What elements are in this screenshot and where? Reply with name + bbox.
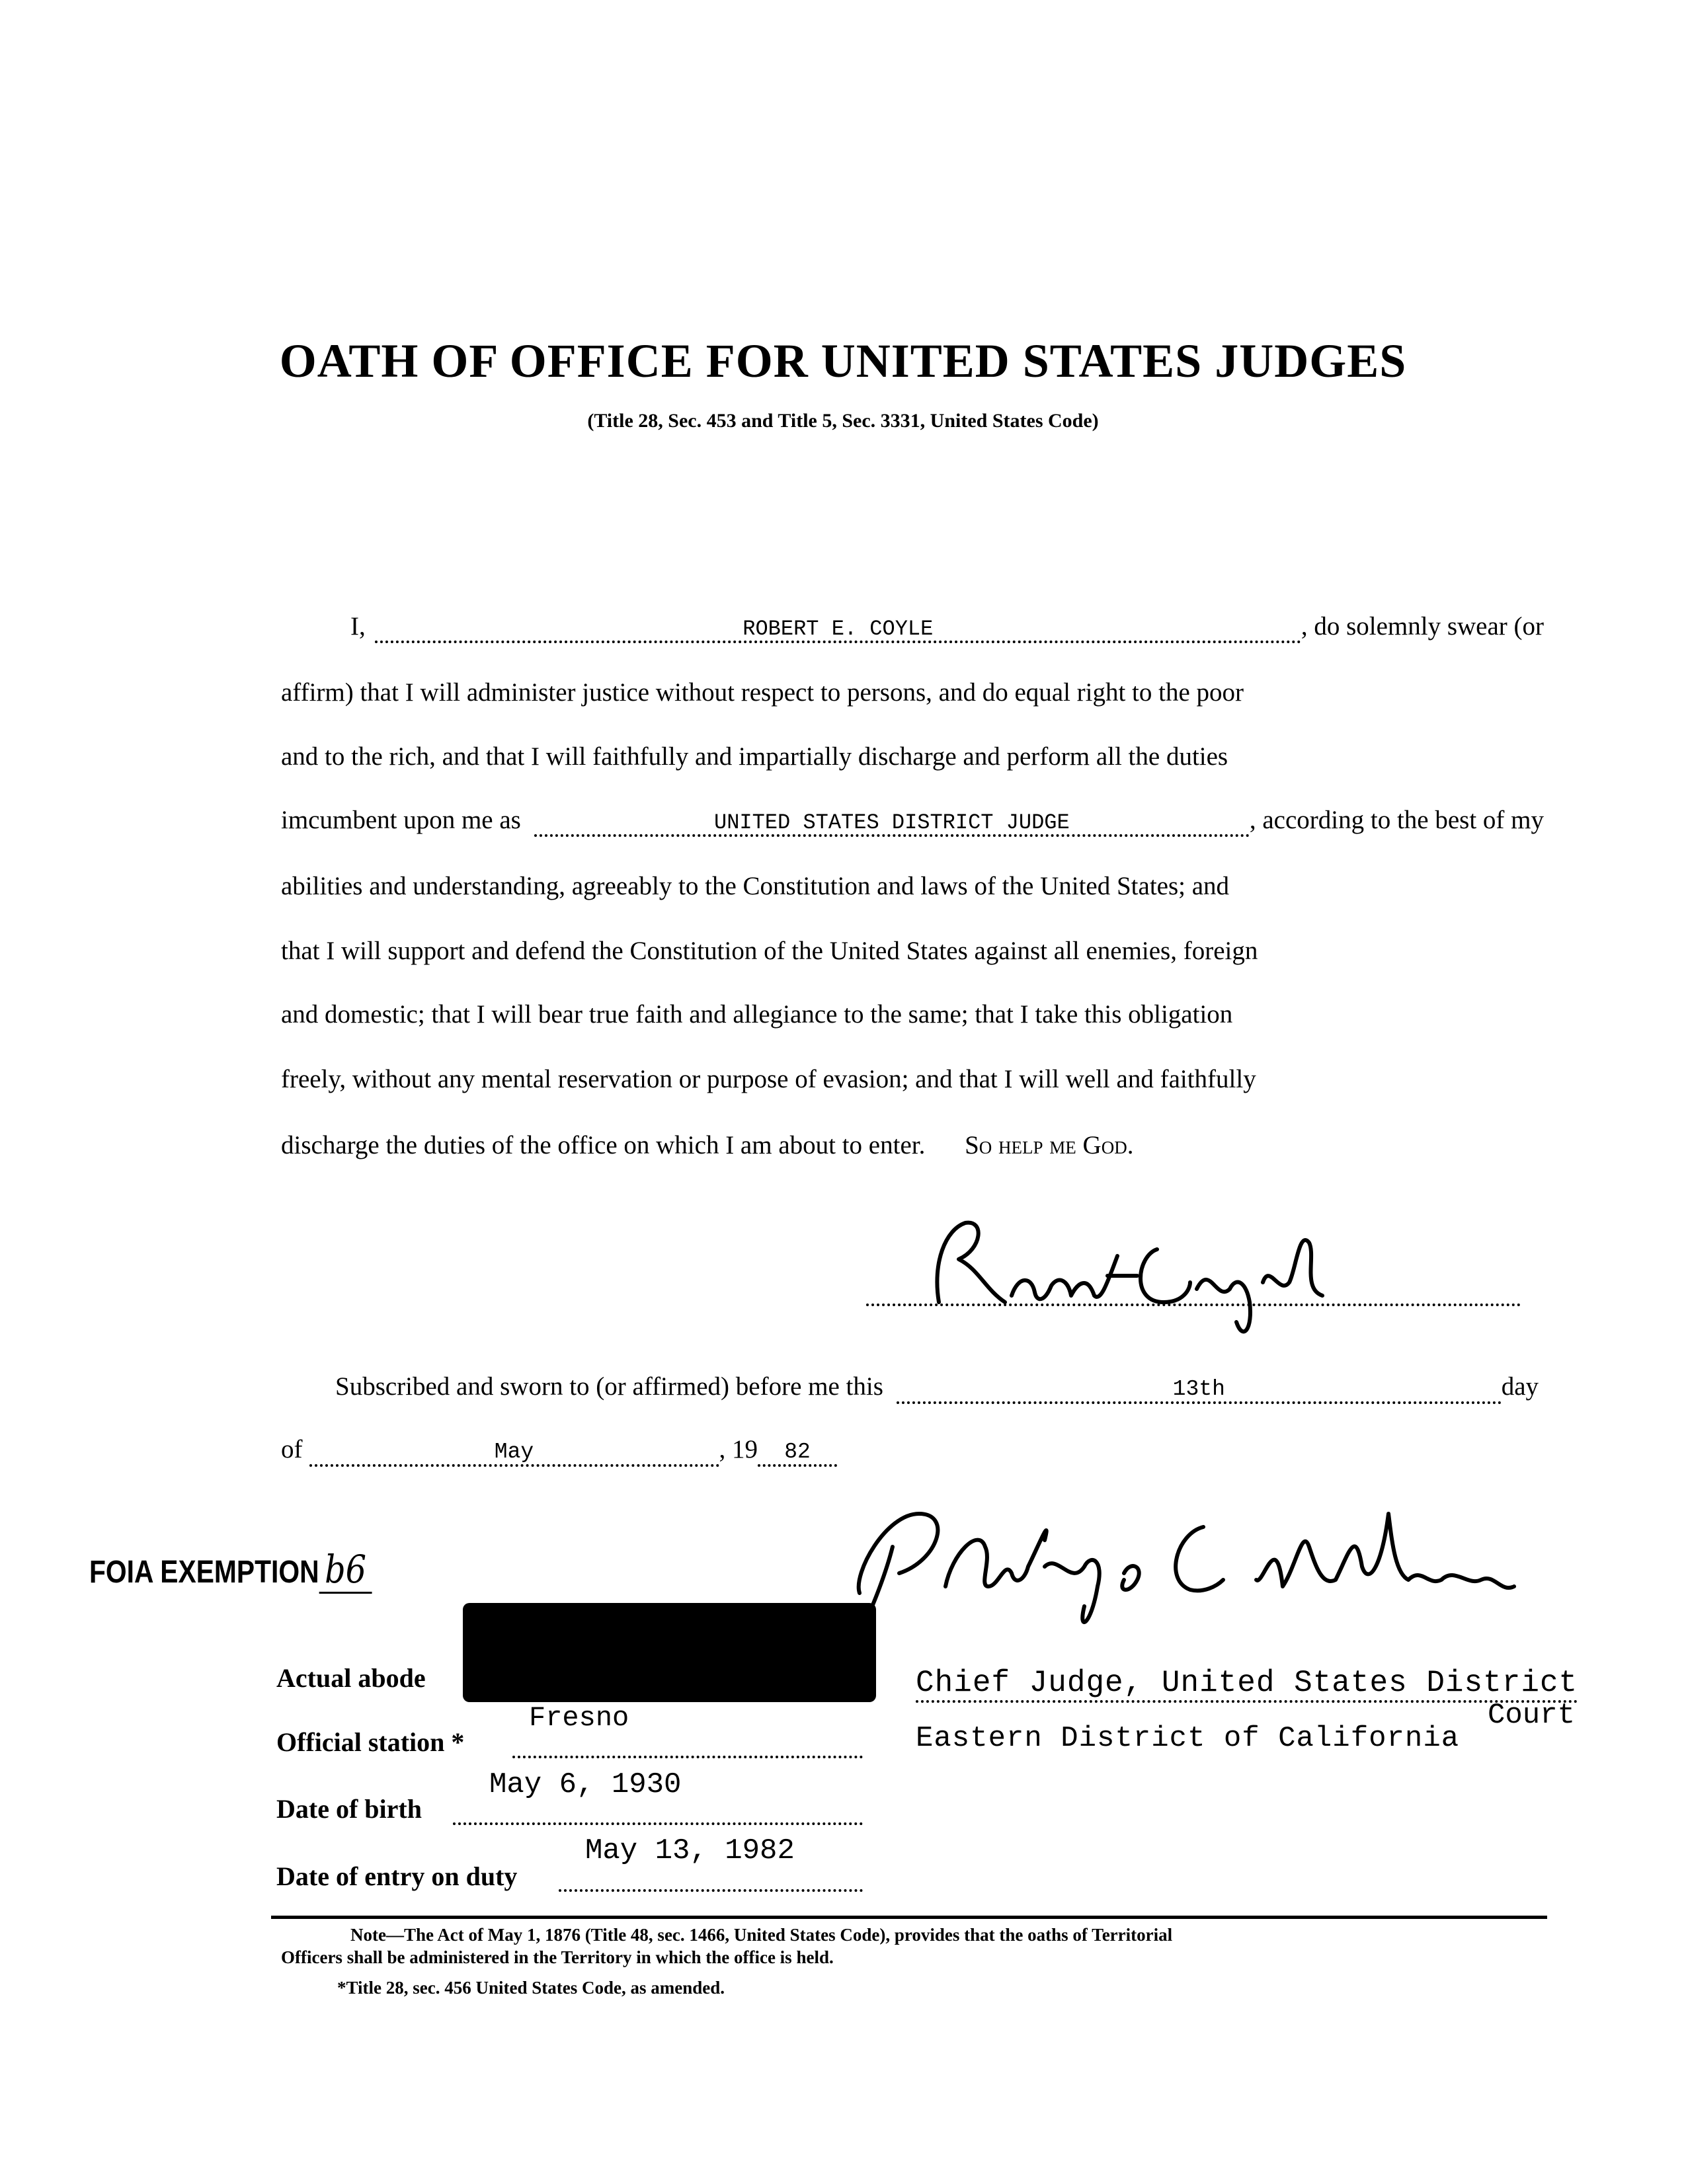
oath-line-4-start: imcumbent upon me as (281, 806, 521, 834)
subscribed-line (335, 1372, 1539, 1404)
oath-intro: I, (350, 612, 366, 641)
of-label: of (281, 1435, 303, 1463)
oath-line-7: and domestic; that I will bear true faith and allegiance to the same; that I take this obligation (281, 1000, 1233, 1029)
officer-title-line-1: Chief Judge, United States District (916, 1666, 1578, 1700)
entry-label: Date of entry on duty (276, 1861, 518, 1891)
oath-line-6: that I will support and defend the Constitution of the United States against all enemies, foreign (281, 937, 1258, 965)
affiant-name-field: ROBERT E. COYLE (375, 618, 1301, 643)
footer-rule (271, 1916, 1547, 1919)
abode-label: Actual abode (276, 1663, 426, 1693)
oath-line-3: and to the rich, and that I will faithfully and impartially discharge and perform all the duties (281, 742, 1228, 771)
foia-stamp (89, 1547, 372, 1594)
day-field: 13th (897, 1378, 1502, 1404)
oath-line-5: abilities and understanding, agreeably to the Constitution and laws of the United States; and (281, 872, 1230, 900)
dob-field-line (453, 1822, 863, 1825)
oath-line-8: freely, without any mental reservation or purpose of evasion; and that I will well and faithfully (281, 1065, 1256, 1093)
foia-code: b6 (319, 1547, 372, 1594)
entry-value: May 13, 1982 (585, 1834, 795, 1867)
footnote: *Title 28, sec. 456 United States Code, as amended. (337, 1978, 725, 1998)
officer-title-line-2: Court (1488, 1699, 1576, 1732)
year-prefix: , 19 (719, 1435, 758, 1463)
affiant-signature (919, 1203, 1382, 1348)
foia-label: FOIA EXEMPTION (89, 1555, 319, 1590)
station-value: Fresno (529, 1702, 629, 1734)
dob-label: Date of birth (276, 1794, 422, 1824)
redaction-block (463, 1603, 876, 1702)
administering-officer-signature (846, 1487, 1547, 1639)
note-line-2: Officers shall be administered in the Territory in which the office is held. (281, 1947, 834, 1967)
entry-field-line (559, 1889, 863, 1892)
oath-closing: So help me God. (965, 1131, 1134, 1159)
note-line-1: Note—The Act of May 1, 1876 (Title 48, sec. 1466, United States Code), provides that the oaths of Territorial (350, 1925, 1173, 1945)
station-field-line (512, 1756, 863, 1758)
form-title: OATH OF OFFICE FOR UNITED STATES JUDGES (279, 334, 1407, 387)
oath-line-1 (350, 611, 1544, 643)
subscribed-text: Subscribed and sworn to (or affirmed) before me this (335, 1372, 883, 1401)
oath-line-4 (281, 805, 1544, 837)
year-field: 82 (758, 1441, 837, 1467)
station-label: Official station * (276, 1727, 465, 1757)
dob-value: May 6, 1930 (489, 1768, 682, 1801)
oath-line-9 (281, 1130, 1544, 1160)
position-field: UNITED STATES DISTRICT JUDGE (534, 812, 1250, 837)
oath-line-4-end: , according to the best of my (1249, 806, 1544, 834)
oath-line-1-end: , do solemnly swear (or (1301, 612, 1544, 641)
oath-line-9-text: discharge the duties of the office on which I am about to enter. (281, 1131, 926, 1159)
oath-line-2: affirm) that I will administer justice without respect to persons, and do equal right to the poor (281, 678, 1244, 707)
month-field: May (309, 1441, 719, 1467)
month-year-line (281, 1434, 916, 1467)
form-citation: (Title 28, Sec. 453 and Title 5, Sec. 3331, United States Code) (587, 410, 1099, 432)
day-label: day (1501, 1372, 1539, 1401)
officer-title-line-3: Eastern District of California (916, 1722, 1460, 1755)
